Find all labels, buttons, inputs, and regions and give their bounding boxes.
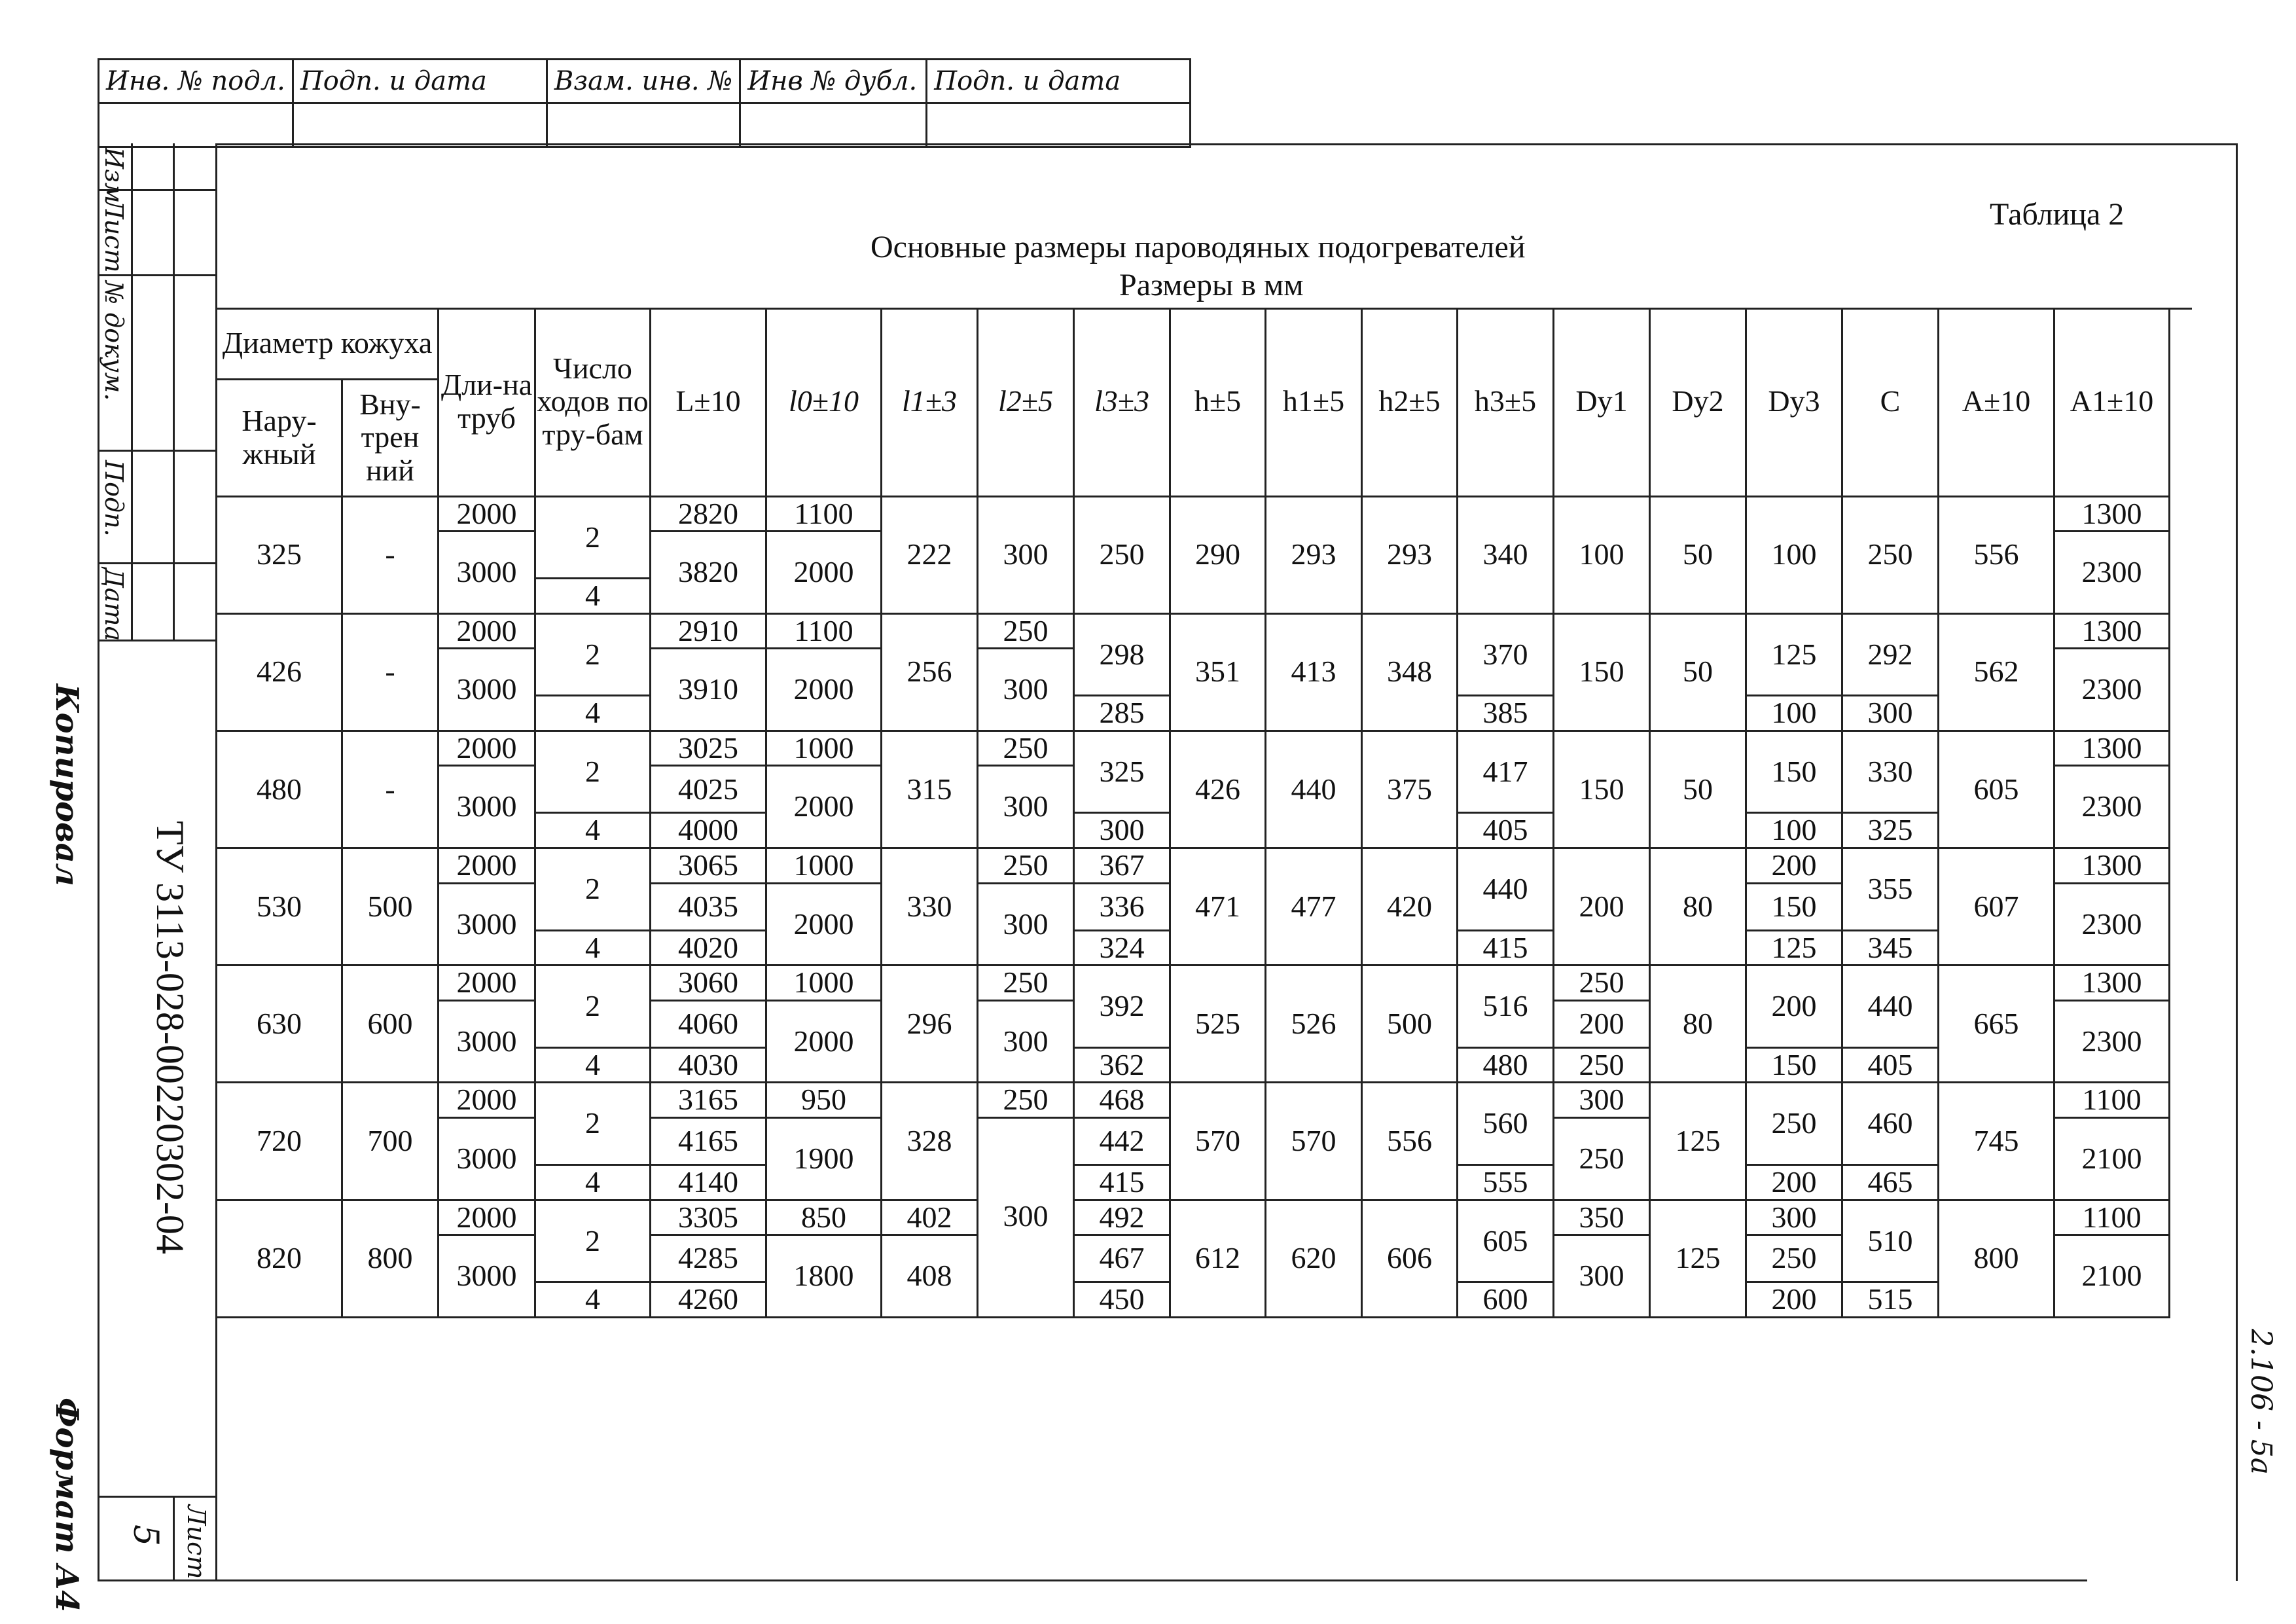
stamp-dup-value — [740, 103, 927, 147]
cell-l3-5-1: 442 — [1074, 1118, 1170, 1165]
cell-l2-2-1: 300 — [978, 766, 1074, 848]
cell-L-0-0: 2820 — [651, 496, 766, 532]
cell-A1-4-1: 2300 — [2054, 1000, 2170, 1083]
cell-l3-5-2: 415 — [1074, 1165, 1170, 1200]
cell-h1-0: 293 — [1266, 496, 1362, 613]
cell-h1-3: 477 — [1266, 848, 1362, 965]
cell-pass-5-1: 4 — [535, 1165, 651, 1200]
stamp-sign-date-value — [927, 103, 1191, 147]
header-h1: h1±5 — [1266, 308, 1362, 496]
cell-l3-6-2: 450 — [1074, 1282, 1170, 1318]
frame-right — [2236, 143, 2238, 1581]
cell-l0-5-1: 1900 — [766, 1118, 882, 1200]
header-passes: Число ходов по тру-бам — [535, 308, 651, 496]
cell-pass-5-0: 2 — [535, 1083, 651, 1165]
cell-h-3: 471 — [1170, 848, 1266, 965]
header-l3: l3±3 — [1074, 308, 1170, 496]
cell-Dy3-6-1: 250 — [1746, 1235, 1842, 1282]
cell-len-4-1: 3000 — [439, 1000, 535, 1083]
cell-A-5: 745 — [1939, 1083, 2054, 1200]
table-title: Основные размеры пароводяных подогревателей — [870, 230, 1526, 264]
table-subtitle: Размеры в мм — [1119, 268, 1304, 302]
header-inner: Вну-трен ний — [342, 379, 439, 496]
header-L: L±10 — [651, 308, 766, 496]
header-h3: h3±5 — [1458, 308, 1554, 496]
cell-h3-5-1: 555 — [1458, 1165, 1554, 1200]
cell-Dy3-6-2: 200 — [1746, 1282, 1842, 1318]
cell-L-6-1: 4285 — [651, 1235, 766, 1282]
cell-outer-4: 630 — [217, 965, 342, 1083]
cell-pass-6-1: 4 — [535, 1282, 651, 1318]
cell-L-5-2: 4140 — [651, 1165, 766, 1200]
cell-A-4: 665 — [1939, 965, 2054, 1083]
cell-l0-3-0: 1000 — [766, 848, 882, 884]
cell-h3-4-0: 516 — [1458, 965, 1554, 1048]
cell-inner-3: 500 — [342, 848, 439, 965]
cell-L-5-1: 4165 — [651, 1118, 766, 1165]
cell-l0-4-1: 2000 — [766, 1000, 882, 1083]
header-A1: A1±10 — [2054, 308, 2170, 496]
cell-l1-2: 315 — [882, 731, 978, 848]
cell-A1-1-1: 2300 — [2054, 649, 2170, 731]
cell-h2-2: 375 — [1362, 731, 1458, 848]
header-Dy2: Dy2 — [1650, 308, 1746, 496]
cell-outer-3: 530 — [217, 848, 342, 965]
cell-l1-6-0: 402 — [882, 1200, 978, 1235]
table-row — [217, 496, 2170, 532]
cell-h3-4-1: 480 — [1458, 1047, 1554, 1083]
cell-A-1: 562 — [1939, 613, 2054, 731]
top-stamp — [98, 58, 1191, 148]
cell-len-5-0: 2000 — [439, 1083, 535, 1118]
cell-h1-2: 440 — [1266, 731, 1362, 848]
cell-L-4-1: 4060 — [651, 1000, 766, 1047]
cell-Dy3-0: 100 — [1746, 496, 1842, 613]
cell-outer-2: 480 — [217, 731, 342, 848]
cell-L-1-1: 3910 — [651, 649, 766, 731]
cell-Dy3-2-0: 150 — [1746, 731, 1842, 813]
sheet-label: Лист — [182, 1505, 211, 1579]
header-Dy3: Dy3 — [1746, 308, 1842, 496]
cell-C-2-0: 330 — [1842, 731, 1939, 813]
cell-h3-3-0: 440 — [1458, 848, 1554, 931]
table-label: Таблица 2 — [1990, 197, 2125, 232]
cell-A-3: 607 — [1939, 848, 2054, 965]
cell-C-1-0: 292 — [1842, 613, 1939, 696]
cell-inner-0: - — [342, 496, 439, 613]
cell-Dy1-6-0: 350 — [1554, 1200, 1650, 1235]
cell-h1-5: 570 — [1266, 1083, 1362, 1200]
cell-Dy3-1-0: 125 — [1746, 613, 1842, 696]
cell-h3-6-0: 605 — [1458, 1200, 1554, 1282]
cell-Dy3-2-1: 100 — [1746, 813, 1842, 848]
cell-L-3-2: 4020 — [651, 930, 766, 965]
cell-pass-3-0: 2 — [535, 848, 651, 931]
cell-pass-6-0: 2 — [535, 1200, 651, 1282]
cell-L-4-0: 3060 — [651, 965, 766, 1001]
table-row — [217, 1200, 2170, 1235]
cell-A1-2-1: 2300 — [2054, 766, 2170, 848]
cell-h2-5: 556 — [1362, 1083, 1458, 1200]
cell-len-3-1: 3000 — [439, 883, 535, 965]
cell-l3-0: 250 — [1074, 496, 1170, 613]
cell-outer-1: 426 — [217, 613, 342, 731]
cell-len-3-0: 2000 — [439, 848, 535, 884]
cell-L-3-0: 3065 — [651, 848, 766, 884]
stamp-dup-label: Инв № дубл. — [740, 60, 927, 103]
cell-outer-0: 325 — [217, 496, 342, 613]
cell-inner-1: - — [342, 613, 439, 731]
cell-Dy3-3-2: 125 — [1746, 930, 1842, 965]
cell-Dy2-4: 80 — [1650, 965, 1746, 1083]
cell-C-6-0: 510 — [1842, 1200, 1939, 1282]
cell-Dy3-1-1: 100 — [1746, 696, 1842, 731]
cell-Dy3-3-1: 150 — [1746, 883, 1842, 930]
cell-l3-2-1: 300 — [1074, 813, 1170, 848]
cell-len-5-1: 3000 — [439, 1118, 535, 1200]
table-row — [217, 613, 2170, 649]
cell-C-1-1: 300 — [1842, 696, 1939, 731]
cell-A1-5-0: 1100 — [2054, 1083, 2170, 1118]
side-izm-label: Изм — [99, 147, 128, 204]
stamp-sign-date-label: Подп. и дата — [927, 60, 1191, 103]
cell-l1-6-1: 408 — [882, 1235, 978, 1318]
cell-l1-5: 328 — [882, 1083, 978, 1200]
cell-outer-6: 820 — [217, 1200, 342, 1317]
cell-h1-1: 413 — [1266, 613, 1362, 731]
header-l2: l2±5 — [978, 308, 1074, 496]
header-outer: Нару-жный — [217, 379, 342, 496]
cell-h-5: 570 — [1170, 1083, 1266, 1200]
cell-l0-2-0: 1000 — [766, 731, 882, 766]
left-side-strip — [98, 143, 217, 1581]
cell-pass-0-1: 4 — [535, 579, 651, 614]
cell-Dy2-1: 50 — [1650, 613, 1746, 731]
cell-A1-3-0: 1300 — [2054, 848, 2170, 884]
cell-h-4: 525 — [1170, 965, 1266, 1083]
cell-inner-6: 800 — [342, 1200, 439, 1317]
cell-h3-3-1: 415 — [1458, 930, 1554, 965]
cell-Dy1-0: 100 — [1554, 496, 1650, 613]
table-row — [217, 731, 2170, 766]
cell-h3-0: 340 — [1458, 496, 1554, 613]
cell-len-0-0: 2000 — [439, 496, 535, 532]
cell-A1-1-0: 1300 — [2054, 613, 2170, 649]
cell-l2-5-1 — [978, 1118, 1074, 1200]
cell-Dy3-5-0: 250 — [1746, 1083, 1842, 1165]
stamp-replace-value — [547, 103, 740, 147]
cell-inner-5: 700 — [342, 1083, 439, 1200]
cell-Dy3-5-1: 200 — [1746, 1165, 1842, 1200]
cell-L-6-0: 3305 — [651, 1200, 766, 1235]
cell-l2-3-0: 250 — [978, 848, 1074, 884]
cell-A1-5-1: 2100 — [2054, 1118, 2170, 1200]
cell-l2-3-1: 300 — [978, 883, 1074, 965]
cell-l0-1-1: 2000 — [766, 649, 882, 731]
cell-Dy3-3-0: 200 — [1746, 848, 1842, 884]
sheet-number: 5 — [126, 1525, 165, 1547]
cell-Dy1-1: 150 — [1554, 613, 1650, 731]
cell-Dy1-5-1: 250 — [1554, 1118, 1650, 1200]
margin-note: 2.106 - 5а — [2244, 1329, 2278, 1475]
cell-pass-1-0: 2 — [535, 613, 651, 696]
cell-pass-2-0: 2 — [535, 731, 651, 813]
cell-L-4-2: 4030 — [651, 1047, 766, 1083]
cell-l3-3-0: 367 — [1074, 848, 1170, 884]
cell-C-3-1: 345 — [1842, 930, 1939, 965]
header-Dy1: Dy1 — [1554, 308, 1650, 496]
cell-l3-3-2: 324 — [1074, 930, 1170, 965]
frame-bottom — [98, 1579, 2087, 1581]
cell-Dy1-3: 200 — [1554, 848, 1650, 965]
format-label: Формат А4 — [48, 1398, 85, 1612]
cell-len-6-1: 3000 — [439, 1235, 535, 1318]
cell-l0-0-0: 1100 — [766, 496, 882, 532]
cell-h-1: 351 — [1170, 613, 1266, 731]
cell-h1-4: 526 — [1266, 965, 1362, 1083]
copy-label: Копировал — [48, 684, 85, 886]
cell-h2-4: 500 — [1362, 965, 1458, 1083]
cell-A1-4-0: 1300 — [2054, 965, 2170, 1001]
cell-len-6-0: 2000 — [439, 1200, 535, 1235]
cell-A1-6-0: 1100 — [2054, 1200, 2170, 1235]
cell-L-0-1: 3820 — [651, 532, 766, 614]
cell-h3-5-0: 560 — [1458, 1083, 1554, 1165]
cell-h2-3: 420 — [1362, 848, 1458, 965]
cell-Dy1-4-0: 250 — [1554, 965, 1650, 1001]
cell-len-0-1: 3000 — [439, 532, 535, 614]
cell-h-2: 426 — [1170, 731, 1266, 848]
cell-l2-6: 300 — [978, 1200, 1074, 1317]
cell-outer-5: 720 — [217, 1083, 342, 1200]
header-diameter: Диаметр кожуха — [217, 308, 439, 379]
cell-l1-3: 330 — [882, 848, 978, 965]
cell-L-2-0: 3025 — [651, 731, 766, 766]
cell-pass-2-1: 4 — [535, 813, 651, 848]
stamp-inv-value — [99, 103, 293, 147]
cell-h3-1-0: 370 — [1458, 613, 1554, 696]
cell-C-4-1: 405 — [1842, 1047, 1939, 1083]
cell-l3-5-0: 468 — [1074, 1083, 1170, 1118]
header-h2: h2±5 — [1362, 308, 1458, 496]
cell-l1-1: 256 — [882, 613, 978, 731]
header-A: A±10 — [1939, 308, 2054, 496]
cell-A1-2-0: 1300 — [2054, 731, 2170, 766]
cell-l2-5-0: 250 — [978, 1083, 1074, 1118]
cell-l3-1-0: 298 — [1074, 613, 1170, 696]
cell-C-2-1: 325 — [1842, 813, 1939, 848]
cell-Dy1-5-0: 300 — [1554, 1083, 1650, 1118]
cell-Dy3-4-0: 200 — [1746, 965, 1842, 1048]
cell-l2-0: 300 — [978, 496, 1074, 613]
cell-L-1-0: 2910 — [651, 613, 766, 649]
frame-top — [215, 143, 2238, 145]
dimensions-table — [215, 308, 2170, 1318]
stamp-inv-label: Инв. № подл. — [99, 60, 293, 103]
cell-pass-4-1: 4 — [535, 1047, 651, 1083]
cell-A1-0-0: 1300 — [2054, 496, 2170, 532]
header-l0: l0±10 — [766, 308, 882, 496]
cell-h-0: 290 — [1170, 496, 1266, 613]
table-row — [217, 848, 2170, 884]
table-row — [217, 965, 2170, 1001]
stamp-sign-value — [293, 103, 547, 147]
header-l1: l1±3 — [882, 308, 978, 496]
cell-l0-2-1: 2000 — [766, 766, 882, 848]
cell-len-2-0: 2000 — [439, 731, 535, 766]
cell-l3-2-0: 325 — [1074, 731, 1170, 813]
header-length: Дли-на труб — [439, 308, 535, 496]
cell-A-2: 605 — [1939, 731, 2054, 848]
cell-C-0: 250 — [1842, 496, 1939, 613]
cell-h3-2-1: 405 — [1458, 813, 1554, 848]
cell-Dy2-3: 80 — [1650, 848, 1746, 965]
cell-l0-1-0: 1100 — [766, 613, 882, 649]
header-h: h±5 — [1170, 308, 1266, 496]
cell-Dy2-2: 50 — [1650, 731, 1746, 848]
cell-Dy2-6: 125 — [1650, 1200, 1746, 1317]
cell-l2-1-1: 300 — [978, 649, 1074, 731]
cell-pass-4-0: 2 — [535, 965, 651, 1048]
cell-C-5-0: 460 — [1842, 1083, 1939, 1165]
cell-l3-6-1: 467 — [1074, 1235, 1170, 1282]
cell-l0-6-0: 850 — [766, 1200, 882, 1235]
cell-l3-3-1: 336 — [1074, 883, 1170, 930]
cell-len-4-0: 2000 — [439, 965, 535, 1001]
cell-C-6-1: 515 — [1842, 1282, 1939, 1318]
document-code: ТУ 3113-028-00220302-04 — [149, 821, 192, 1254]
cell-l1-0: 222 — [882, 496, 978, 613]
cell-Dy1-4-2: 250 — [1554, 1047, 1650, 1083]
cell-Dy3-6-0: 300 — [1746, 1200, 1842, 1235]
cell-l0-5-0: 950 — [766, 1083, 882, 1118]
stamp-sign-label: Подп. и дата — [293, 60, 547, 103]
cell-L-6-2: 4260 — [651, 1282, 766, 1318]
cell-L-2-1: 4025 — [651, 766, 766, 813]
cell-l0-6-1: 1800 — [766, 1235, 882, 1318]
cell-inner-4: 600 — [342, 965, 439, 1083]
cell-len-2-1: 3000 — [439, 766, 535, 848]
cell-L-5-0: 3165 — [651, 1083, 766, 1118]
cell-l3-1-1: 285 — [1074, 696, 1170, 731]
cell-h3-2-0: 417 — [1458, 731, 1554, 813]
cell-l3-4-0: 392 — [1074, 965, 1170, 1048]
cell-h1-6: 620 — [1266, 1200, 1362, 1317]
cell-Dy3-4-1: 150 — [1746, 1047, 1842, 1083]
cell-Dy1-2: 150 — [1554, 731, 1650, 848]
side-date-label: Дата — [99, 568, 128, 641]
cell-inner-2: - — [342, 731, 439, 848]
cell-l0-0-1: 2000 — [766, 532, 882, 614]
cell-l1-4: 296 — [882, 965, 978, 1083]
cell-Dy2-0: 50 — [1650, 496, 1746, 613]
cell-l3-6-0: 492 — [1074, 1200, 1170, 1235]
header-C: C — [1842, 308, 1939, 496]
table-row — [217, 1083, 2170, 1118]
cell-A1-6-1: 2100 — [2054, 1235, 2170, 1318]
cell-len-1-1: 3000 — [439, 649, 535, 731]
table-body — [217, 496, 2170, 1317]
cell-A-0: 556 — [1939, 496, 2054, 613]
cell-h2-6: 606 — [1362, 1200, 1458, 1317]
cell-C-4-0: 440 — [1842, 965, 1939, 1048]
cell-h3-1-1: 385 — [1458, 696, 1554, 731]
cell-A1-3-1: 2300 — [2054, 883, 2170, 965]
cell-len-1-0: 2000 — [439, 613, 535, 649]
cell-C-3-0: 355 — [1842, 848, 1939, 931]
cell-L-3-1: 4035 — [651, 883, 766, 930]
side-doc-label: № докум. — [99, 281, 128, 401]
cell-pass-3-1: 4 — [535, 930, 651, 965]
cell-C-5-1: 465 — [1842, 1165, 1939, 1200]
cell-l3-4-1: 362 — [1074, 1047, 1170, 1083]
cell-l0-4-0: 1000 — [766, 965, 882, 1001]
cell-h2-0: 293 — [1362, 496, 1458, 613]
stamp-replace-label: Взам. инв. № — [547, 60, 740, 103]
side-sign-label: Подп. — [99, 460, 128, 537]
cell-Dy1-6-1: 300 — [1554, 1235, 1650, 1318]
cell-pass-0-0: 2 — [535, 496, 651, 579]
cell-l0-3-1: 2000 — [766, 883, 882, 965]
cell-l2-2-0: 250 — [978, 731, 1074, 766]
cell-l2-4-1: 300 — [978, 1000, 1074, 1083]
cell-h2-1: 348 — [1362, 613, 1458, 731]
cell-l2-1-0: 250 — [978, 613, 1074, 649]
side-list-label: Лист — [99, 198, 128, 273]
cell-A-6: 800 — [1939, 1200, 2054, 1317]
cell-Dy1-4-1: 200 — [1554, 1000, 1650, 1047]
cell-h3-6-1: 600 — [1458, 1282, 1554, 1318]
cell-Dy2-5: 125 — [1650, 1083, 1746, 1200]
cell-L-2-2: 4000 — [651, 813, 766, 848]
cell-h-6: 612 — [1170, 1200, 1266, 1317]
cell-l2-4-0: 250 — [978, 965, 1074, 1001]
cell-A1-0-1: 2300 — [2054, 532, 2170, 614]
cell-pass-1-1: 4 — [535, 696, 651, 731]
